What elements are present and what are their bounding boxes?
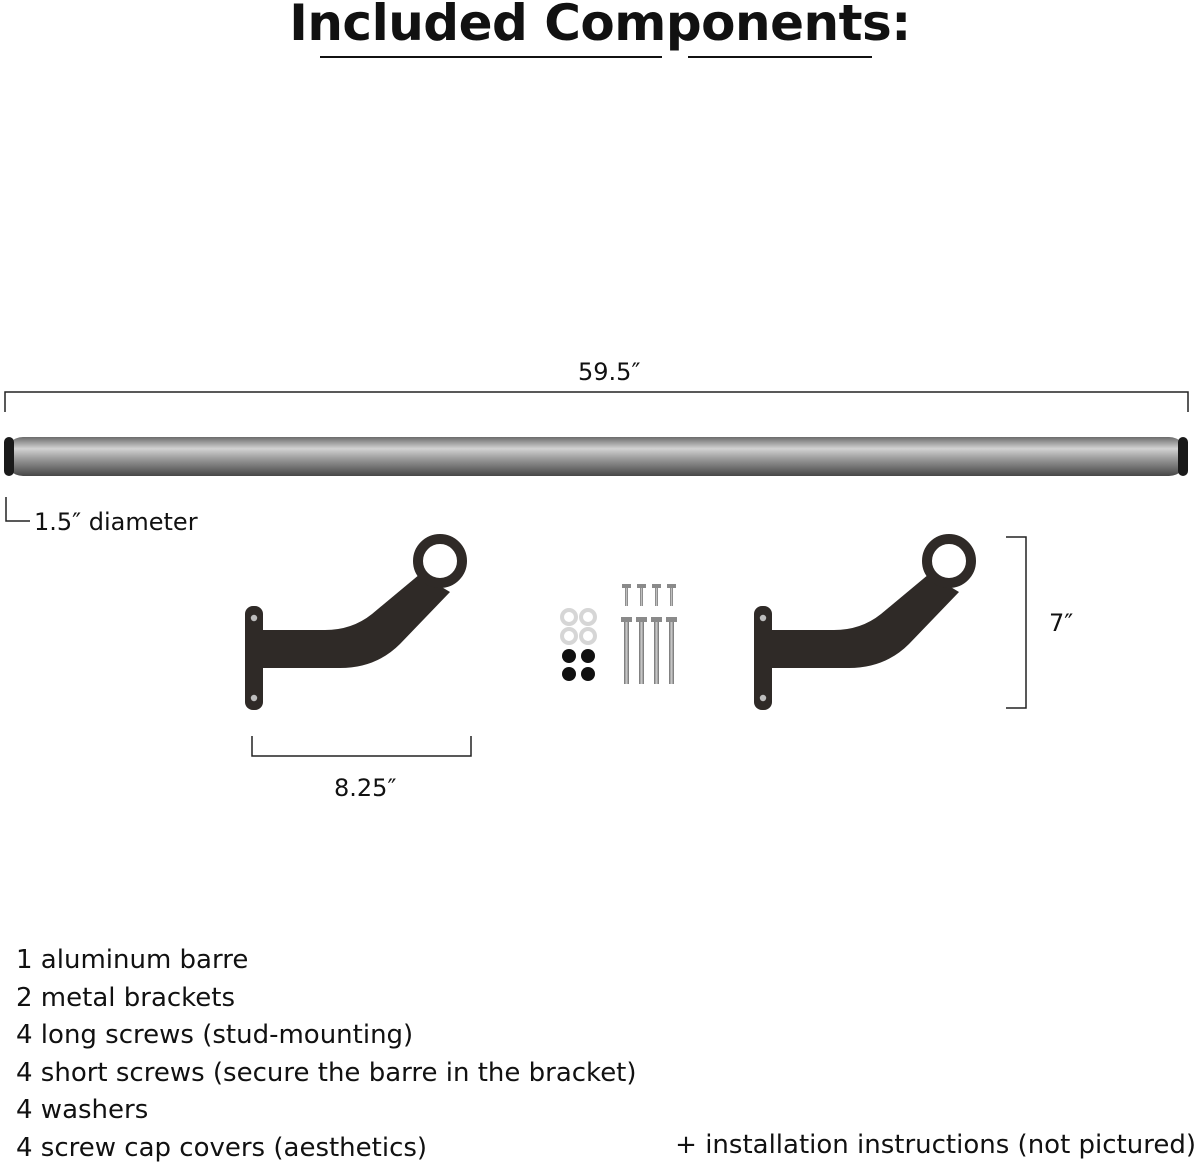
bracket-height-label: 7″ [1049, 609, 1074, 637]
aluminum-barre [4, 437, 1188, 476]
bracket-left [245, 539, 462, 710]
bracket-height-dimension-line [1006, 537, 1026, 708]
screw-cap-covers [562, 649, 595, 681]
list-item: 4 short screws (secure the barre in the bracket) [16, 1057, 637, 1088]
components-list [16, 942, 637, 1168]
bracket-right [754, 539, 971, 710]
barre-end-cap-left [4, 437, 14, 476]
list-item: 1 aluminum barre [16, 945, 249, 975]
barre-end-cap-right [1178, 437, 1188, 476]
washers [562, 610, 595, 643]
page-title: Included Components: [289, 0, 911, 52]
barre-length-dimension-line [5, 392, 1188, 412]
short-screws [622, 584, 676, 606]
diameter-leader-line [6, 497, 30, 521]
bracket-depth-dimension-line [252, 736, 471, 756]
list-item: 4 screw cap covers (aesthetics) [16, 1132, 428, 1163]
barre-diameter-label: 1.5″ diameter [34, 508, 198, 536]
list-item: 4 washers [16, 1095, 149, 1126]
list-item: 2 metal brackets [16, 982, 236, 1013]
bracket-depth-label: 8.25″ [334, 774, 397, 802]
installation-note: + installation instructions (not pictured) [675, 1130, 1196, 1160]
list-item: 4 long screws (stud-mounting) [16, 1020, 414, 1051]
barre-length-label: 59.5″ [578, 358, 641, 386]
long-screws [621, 617, 677, 684]
